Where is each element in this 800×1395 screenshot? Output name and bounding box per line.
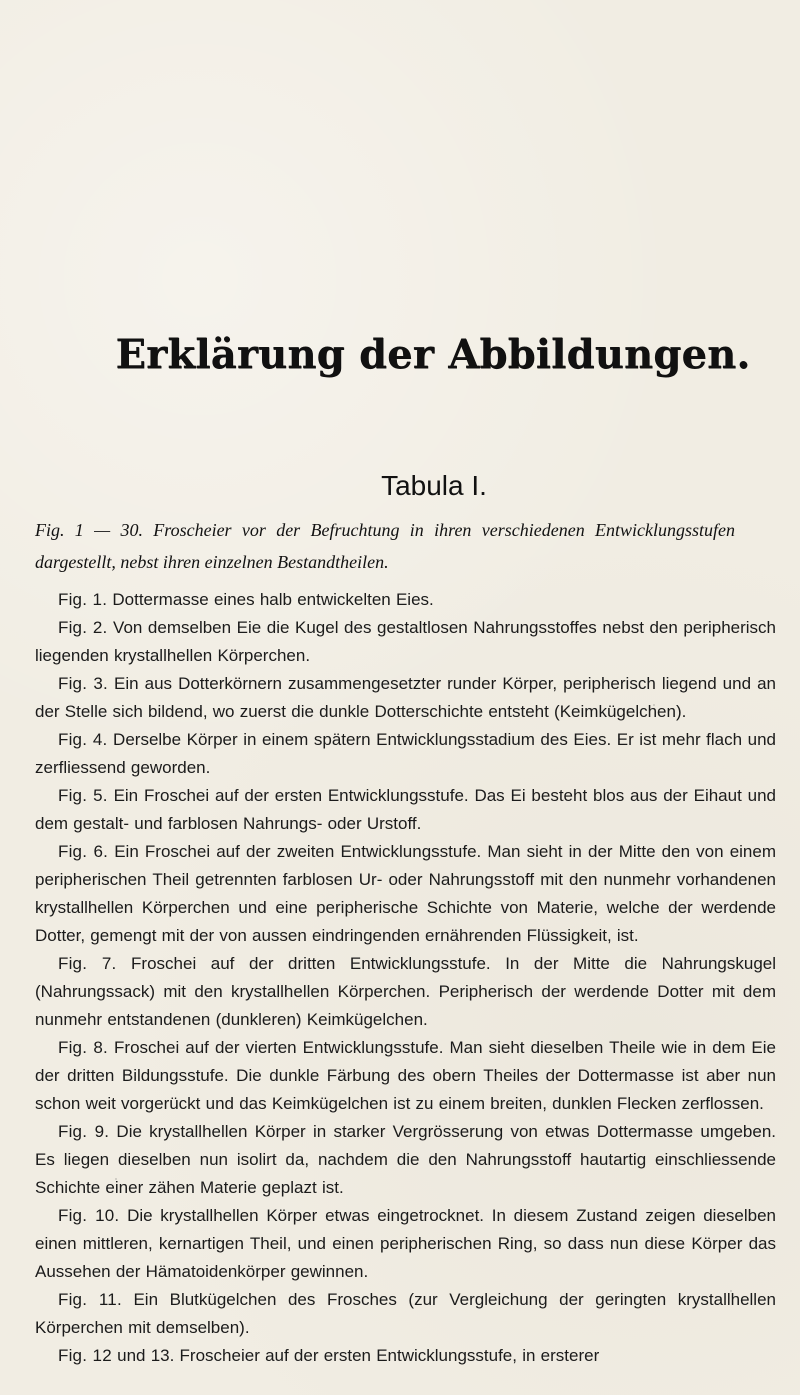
figure-text: Dottermasse eines halb entwickelten Eies. [112, 590, 434, 609]
scan-speck [115, 1178, 117, 1180]
figure-label: Fig. 1. [58, 590, 108, 609]
figure-entry-8 [35, 1034, 776, 1118]
figure-text: Ein Blutkügelchen des Frosches (zur Vergleichung der geringten krystallhellen Körperchen mit demselben). [35, 1290, 776, 1337]
figure-label: Fig. 2. [58, 618, 108, 637]
scan-speck [653, 704, 655, 706]
figure-text: Derselbe Körper in einem spätern Entwicklungsstadium des Eies. Er ist mehr flach und zerfliessend geworden. [35, 730, 776, 777]
page-title: Erklärung der Abbildungen. [115, 331, 751, 378]
figure-text: Ein aus Dotterkörnern zusammengesetzter runder Körper, peripherisch liegend und an der Stelle sich bildend, wo zuerst die dunkle Dotterschichte entsteht (Keimkügelchen). [35, 674, 776, 721]
figure-label: Fig. 9. [58, 1122, 110, 1141]
page-content [35, 331, 777, 1370]
figure-entry-2 [35, 614, 776, 670]
figure-label: Fig. 11. [58, 1290, 122, 1309]
figure-label: Fig. 3. [58, 674, 108, 693]
figure-text: Ein Froschei auf der zweiten Entwicklungsstufe. Man sieht in der Mitte den von einem peripherischen Theil getrennten farblosen Ur- oder Nahrungsstoff mit den nunmehr vorhandenen krystallhellen Körperchen und eine peripherische Schichte von Materie, welche der werdende Dotter, gemengt mit der von aussen eindringenden ernährenden Flüssigkeit, ist. [35, 842, 776, 945]
figure-label: Fig. 10. [58, 1206, 120, 1225]
figure-entry-6 [35, 838, 776, 950]
figure-entry-11 [35, 1286, 776, 1342]
figure-entry-1 [35, 586, 776, 614]
figure-label: Fig. 7. [58, 954, 117, 973]
figure-text: Die krystallhellen Körper in starker Vergrösserung von etwas Dottermasse umgeben. Es liegen dieselben nun isolirt da, nachdem die den Nahrungsstoff hautartig einschliessende Schichte einer zähen Materie geplazt ist. [35, 1122, 776, 1197]
figure-entry-3 [35, 670, 776, 726]
figure-entry-12-13 [35, 1342, 776, 1370]
figure-entry-7 [35, 950, 776, 1034]
figure-entry-4 [35, 726, 776, 782]
figure-range-description: Fig. 1 — 30. Froscheier vor der Befruchtung in ihren verschiedenen Entwicklungsstufen dargestellt, nebst ihren einzelnen Bestandtheilen. [35, 520, 735, 572]
figure-text: Ein Froschei auf der ersten Entwicklungsstufe. Das Ei besteht blos aus der Eihaut und dem gestalt- und farblosen Nahrungs- oder Urstoff. [35, 786, 776, 833]
figure-text: und 13. Froscheier auf der ersten Entwicklungsstufe, in ersterer [117, 1346, 600, 1365]
figure-label: Fig. 5. [58, 786, 108, 805]
plate-title: Tabula I. [381, 470, 487, 501]
figure-label: Fig. 12 [58, 1346, 112, 1365]
figure-label: Fig. 6. [58, 842, 109, 861]
figure-label: Fig. 4. [58, 730, 108, 749]
figure-text: Von demselben Eie die Kugel des gestaltlosen Nahrungsstoffes nebst den peripherisch liegenden krystallhellen Körperchen. [35, 618, 776, 665]
figure-entry-10 [35, 1202, 776, 1286]
figure-entry-9 [35, 1118, 776, 1202]
figure-text: Die krystallhellen Körper etwas eingetrocknet. In diesem Zustand zeigen dieselben einen mittleren, kernartigen Theil, und einen peripherischen Ring, so dass nun diese Körper das Aussehen der Hämatoidenkörper gewinnen. [35, 1206, 776, 1281]
figure-entry-5 [35, 782, 776, 838]
figure-explanations [35, 586, 776, 1370]
scan-speck [730, 1290, 732, 1292]
figure-text: Froschei auf der vierten Entwicklungsstufe. Man sieht dieselben Theile wie in dem Eie der dritten Bildungsstufe. Die dunkle Färbung des obern Theiles der Dottermasse ist aber nun schon weit vorgerückt und das Keimkügelchen ist zu einem breiten, dunklen Flecken zerflossen. [35, 1038, 776, 1113]
figure-text: Froschei auf der dritten Entwicklungsstufe. In der Mitte die Nahrungskugel (Nahrungssack) mit den krystallhellen Körperchen. Peripherisch der werdende Dotter mit dem nunmehr entstandenen (dunkleren) Keimkügelchen. [35, 954, 777, 1029]
figure-label: Fig. 8. [58, 1038, 108, 1057]
